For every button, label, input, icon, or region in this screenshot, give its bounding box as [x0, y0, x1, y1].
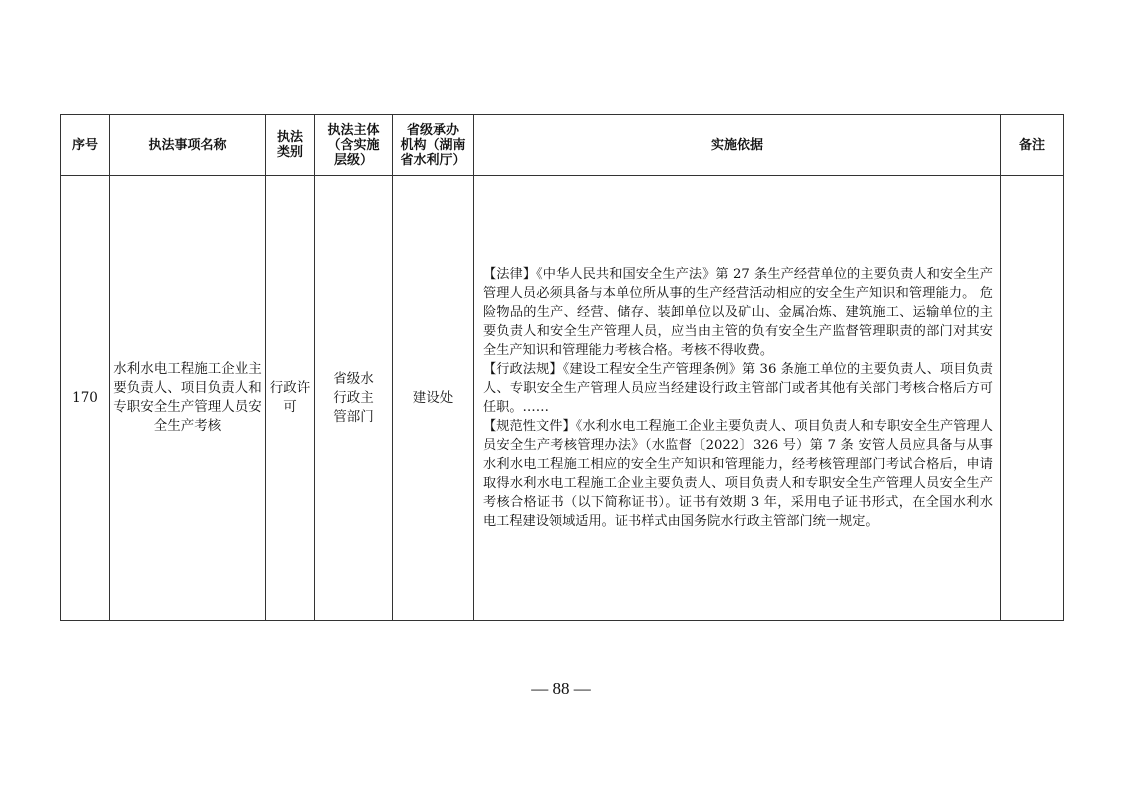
header-subject-line: 层级） [333, 152, 373, 168]
cell-dept: 建设处 [393, 176, 474, 621]
cell-seq: 170 [61, 176, 110, 621]
cell-category: 行政许可 [266, 176, 315, 621]
header-category-line: 执法 [276, 130, 303, 145]
cell-remark [1001, 176, 1064, 621]
header-subject-line: （含实施 [327, 137, 380, 153]
header-subject-line: 执法主体 [327, 122, 380, 138]
enforcement-table [60, 114, 1064, 621]
cell-basis [474, 176, 1001, 621]
header-subject [315, 115, 393, 176]
cell-subject: 省级水行政主管部门 [315, 176, 393, 621]
header-item: 执法事项名称 [110, 115, 266, 176]
header-dept-line: 省级承办 [406, 122, 459, 138]
page-number: — 88 — [531, 679, 591, 698]
header-row [61, 115, 1064, 176]
cell-item-name: 水利水电工程施工企业主要负责人、项目负责人和专职安全生产管理人员安全生产考核 [110, 176, 266, 621]
header-seq: 序号 [61, 115, 110, 176]
table-row [61, 176, 1064, 621]
header-basis: 实施依据 [474, 115, 1001, 176]
header-remark: 备注 [1001, 115, 1064, 176]
header-dept-line: 省水利厅） [400, 152, 466, 168]
header-dept-line: 机构（湖南 [400, 137, 466, 153]
header-category-line: 类别 [276, 145, 303, 160]
basis-regulation: 【行政法规】《建设工程安全生产管理条例》第 36 条施工单位的主要负责人、项目负责人、专职安全生产管理人员应当经建设行政主管部门或者其他有关部门考核合格后方可任职。…… [483, 362, 993, 415]
header-dept [393, 115, 474, 176]
basis-normative-document: 【规范性文件】《水利水电工程施工企业主要负责人、项目负责人和专职安全生产管理人员安全生产考核管理办法》（水监督〔2022〕326 号）第 7 条 安管人员应具备与从事水利水电工程施工相应的安全生产知识和管理能力，经考核管理部门考试合格后，申请取得水利水电工程施工企业主要负责人、项目负责人和专职安全生产管理人员安全生产考核合格证书（以下简称证书）。证书有效期 3 年，采用电子证书形式，在全国水利水电工程建设领域适用。证书样式由国务院水行政主管部门统一规定。 [483, 419, 993, 529]
basis-law: 【法律】《中华人民共和国安全生产法》第 27 条生产经营单位的主要负责人和安全生产管理人员必须具备与本单位所从事的生产经营活动相应的安全生产知识和管理能力。 危险物品的生产、经营、储存、装卸单位以及矿山、金属冶炼、建筑施工、运输单位的主要负责人和安全生产管理人员，应当由主管的负有安全生产监督管理职责的部门对其安全生产知识和管理能力考核合格。考核不得收费。 [483, 267, 993, 358]
header-category [266, 115, 315, 176]
